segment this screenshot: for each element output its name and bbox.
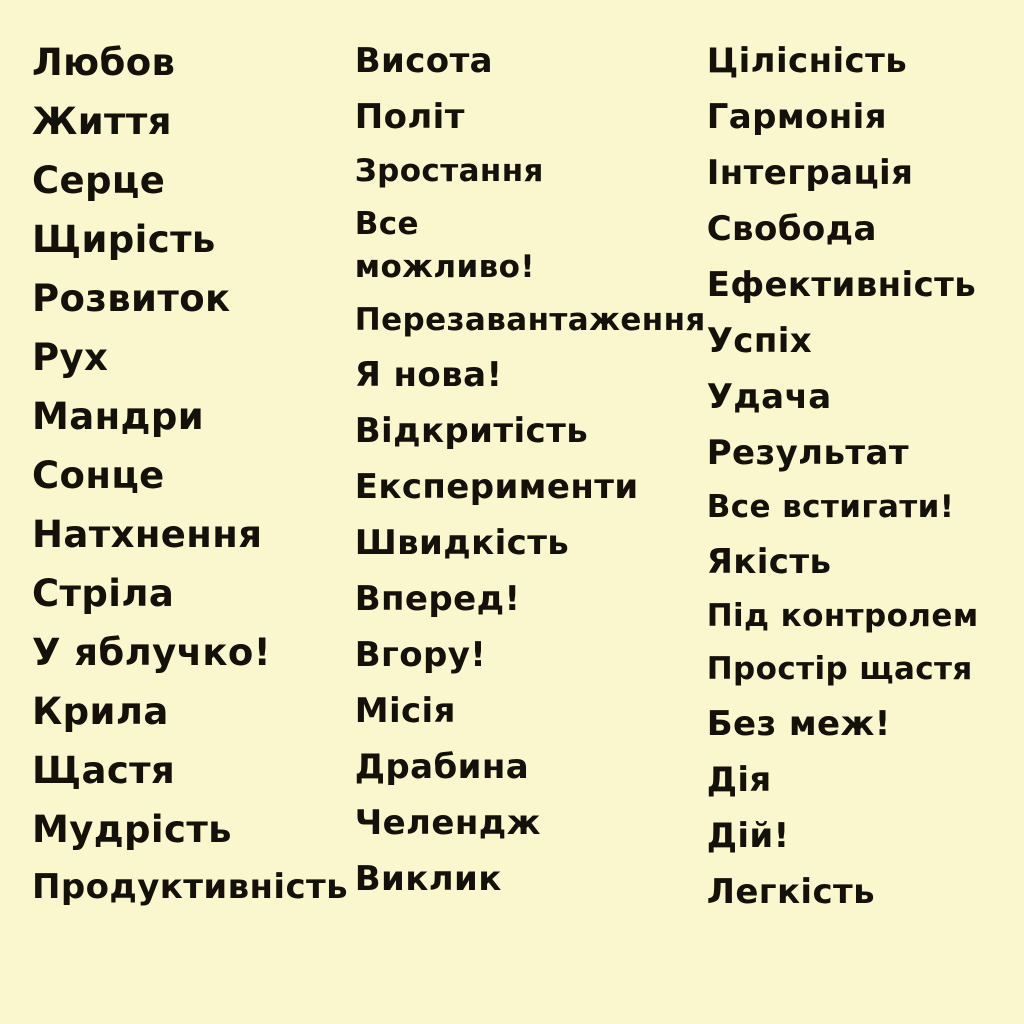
word-item: Щирість bbox=[32, 218, 216, 261]
word-item: Життя bbox=[32, 100, 172, 143]
word-item: Легкість bbox=[706, 872, 876, 912]
word-item: Дій! bbox=[706, 816, 790, 856]
word-item: Рух bbox=[32, 336, 109, 379]
word-item: Експерименти bbox=[354, 467, 639, 507]
word-column-1 bbox=[32, 41, 355, 926]
word-item: Крила bbox=[32, 690, 169, 733]
word-item: Все bbox=[354, 206, 419, 242]
word-item: Я нова! bbox=[354, 355, 503, 395]
word-columns bbox=[32, 41, 1000, 1000]
word-item: Стріла bbox=[32, 572, 175, 615]
word-item: Мудрість bbox=[32, 808, 232, 851]
word-item: Швидкість bbox=[354, 523, 570, 563]
word-item: Все встигати! bbox=[706, 489, 955, 525]
word-item: Вперед! bbox=[354, 579, 521, 619]
word-item: Перезавантаження bbox=[354, 302, 706, 338]
word-item: Місія bbox=[354, 691, 456, 731]
word-item: Челендж bbox=[354, 803, 541, 843]
word-item: Гармонія bbox=[706, 97, 887, 137]
word-item: У яблучко! bbox=[32, 631, 272, 674]
word-item: Мандри bbox=[32, 395, 205, 438]
word-item: Натхнення bbox=[32, 513, 263, 556]
word-item: Результат bbox=[706, 433, 909, 473]
word-item: Зростання bbox=[354, 153, 544, 189]
word-item: Любов bbox=[32, 41, 176, 84]
word-item: Якість bbox=[706, 542, 832, 582]
word-item: Удача bbox=[706, 377, 832, 417]
word-item: Політ bbox=[354, 97, 465, 137]
word-item: Сонце bbox=[32, 454, 165, 497]
word-item: Успіх bbox=[706, 321, 813, 361]
word-item: Простір щастя bbox=[706, 651, 973, 687]
word-item: Відкритість bbox=[354, 411, 589, 451]
word-item: Інтеграція bbox=[706, 153, 914, 193]
word-column-3 bbox=[706, 41, 1000, 931]
word-item: Вгору! bbox=[354, 635, 487, 675]
word-item: Без меж! bbox=[706, 704, 891, 744]
word-item: Продуктивність bbox=[32, 867, 348, 907]
word-item: Висота bbox=[354, 41, 494, 81]
word-item: Під контролем bbox=[706, 598, 979, 634]
word-item: Виклик bbox=[354, 859, 502, 899]
word-item: Цілісність bbox=[706, 41, 908, 81]
word-item: Розвиток bbox=[32, 277, 231, 320]
word-item: Серце bbox=[32, 159, 166, 202]
word-column-2 bbox=[354, 41, 707, 918]
word-item: Драбина bbox=[354, 747, 530, 787]
word-item: можливо! bbox=[354, 249, 535, 285]
word-item: Ефективність bbox=[706, 265, 977, 305]
word-item: Щастя bbox=[32, 749, 176, 792]
word-item: Свобода bbox=[706, 209, 877, 249]
word-item: Дія bbox=[706, 760, 772, 800]
